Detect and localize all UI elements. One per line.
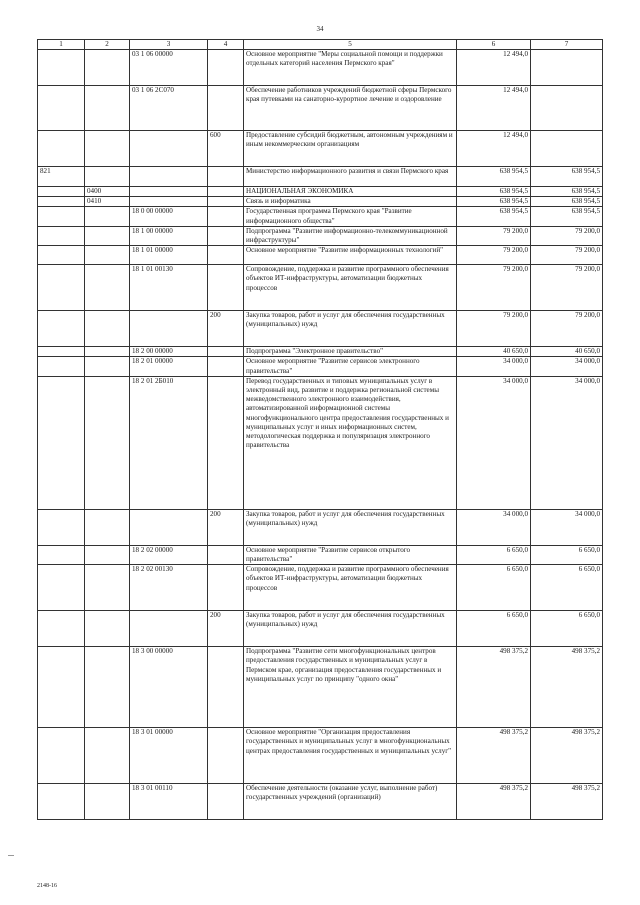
budget-row: [38, 728, 603, 784]
item-name: Закупка товаров, работ и услуг для обеспечения государственных (муниципальных) нужд: [244, 509, 457, 545]
amount-year-2: 79 200,0: [531, 265, 603, 311]
section-code: 0400: [85, 187, 130, 197]
target-article-code: 18 2 01 00000: [130, 357, 208, 376]
budget-admin-code: [38, 376, 85, 509]
amount-year-1: 34 000,0: [457, 357, 531, 376]
expense-type-code: 200: [208, 509, 244, 545]
budget-admin-code: [38, 311, 85, 347]
section-code: [85, 647, 130, 728]
expense-type-code: [208, 565, 244, 611]
item-name: Связь и информатика: [244, 197, 457, 207]
item-name: Основное мероприятие "Организация предоставления государственных и муниципальных услуг в многофункциональных центрах предоставления государственных и муниципальных услуг": [244, 728, 457, 784]
target-article-code: 18 3 00 00000: [130, 647, 208, 728]
document-code: 2148-16: [37, 883, 57, 889]
item-name: Основное мероприятие "Развитие сервисов открытого правительства": [244, 545, 457, 564]
amount-year-1: 79 200,0: [457, 311, 531, 347]
section-code: [85, 357, 130, 376]
item-name: Перевод государственных и типовых муниципальных услуг в электронный вид, развитие и поддержка региональной системы межведомственного электронного взаимодействия, автоматизированной информационной системы многофункционального центра предоставления государственных и муниципальных услуг и иных информационных систем, методологическая поддержка и популяризация электронного правительства: [244, 376, 457, 509]
column-number: 4: [208, 40, 244, 50]
expense-type-code: [208, 167, 244, 187]
amount-year-2: 498 375,2: [531, 784, 603, 820]
amount-year-1: 12 494,0: [457, 131, 531, 167]
budget-admin-code: [38, 509, 85, 545]
budget-admin-code: [38, 265, 85, 311]
amount-year-2: 638 954,5: [531, 197, 603, 207]
amount-year-2: 40 650,0: [531, 347, 603, 357]
target-article-code: 03 1 06 00000: [130, 50, 208, 86]
amount-year-1: 498 375,2: [457, 728, 531, 784]
item-name: Обеспечение деятельности (оказание услуг, выполнение работ) государственных учреждений (организаций): [244, 784, 457, 820]
section-code: [85, 545, 130, 564]
amount-year-1: 6 650,0: [457, 545, 531, 564]
expense-type-code: [208, 246, 244, 265]
amount-year-2: 638 954,5: [531, 207, 603, 226]
amount-year-2: 34 000,0: [531, 376, 603, 509]
budget-row: [38, 647, 603, 728]
section-code: [85, 131, 130, 167]
expense-type-code: [208, 187, 244, 197]
section-code: [85, 167, 130, 187]
amount-year-2: [531, 50, 603, 86]
budget-row: [38, 86, 603, 131]
budget-admin-code: [38, 226, 85, 245]
item-name: Закупка товаров, работ и услуг для обеспечения государственных (муниципальных) нужд: [244, 611, 457, 647]
column-number: 5: [244, 40, 457, 50]
expense-type-code: [208, 347, 244, 357]
amount-year-1: 34 000,0: [457, 509, 531, 545]
item-name: Сопровождение, поддержка и развитие программного обеспечения объектов ИТ-инфраструктуры, автоматизации бюджетных процессов: [244, 565, 457, 611]
amount-year-2: 34 000,0: [531, 509, 603, 545]
expense-type-code: [208, 647, 244, 728]
section-code: [85, 311, 130, 347]
section-code: [85, 611, 130, 647]
budget-row: [38, 187, 603, 197]
section-code: [85, 565, 130, 611]
item-name: Министерство информационного развития и связи Пермского края: [244, 167, 457, 187]
amount-year-1: 6 650,0: [457, 611, 531, 647]
target-article-code: 18 3 01 00110: [130, 784, 208, 820]
item-name: Закупка товаров, работ и услуг для обеспечения государственных (муниципальных) нужд: [244, 311, 457, 347]
amount-year-1: 638 954,5: [457, 167, 531, 187]
budget-row: [38, 207, 603, 226]
expense-type-code: 200: [208, 611, 244, 647]
column-number-row: [38, 40, 603, 50]
budget-admin-code: [38, 728, 85, 784]
amount-year-1: 40 650,0: [457, 347, 531, 357]
target-article-code: 18 0 00 00000: [130, 207, 208, 226]
budget-admin-code: 821: [38, 167, 85, 187]
section-code: [85, 784, 130, 820]
budget-row: [38, 545, 603, 564]
amount-year-1: 498 375,2: [457, 647, 531, 728]
amount-year-2: 34 000,0: [531, 357, 603, 376]
amount-year-2: [531, 131, 603, 167]
item-name: Подпрограмма "Развитие информационно-телекоммуникационной инфраструктуры": [244, 226, 457, 245]
budget-admin-code: [38, 187, 85, 197]
expense-type-code: [208, 728, 244, 784]
column-number: 7: [531, 40, 603, 50]
expense-type-code: [208, 545, 244, 564]
column-number: 6: [457, 40, 531, 50]
column-number: 1: [38, 40, 85, 50]
target-article-code: 18 2 00 00000: [130, 347, 208, 357]
scan-mark: [8, 855, 14, 856]
item-name: Основное мероприятие "Развитие информационных технологий": [244, 246, 457, 265]
item-name: Государственная программа Пермского края "Развитие информационного общества": [244, 207, 457, 226]
target-article-code: 18 2 02 00000: [130, 545, 208, 564]
budget-row: [38, 131, 603, 167]
budget-row: [38, 311, 603, 347]
budget-row: [38, 784, 603, 820]
budget-row: [38, 565, 603, 611]
target-article-code: [130, 167, 208, 187]
target-article-code: 03 1 06 2С070: [130, 86, 208, 131]
amount-year-1: 12 494,0: [457, 86, 531, 131]
section-code: [85, 376, 130, 509]
budget-admin-code: [38, 246, 85, 265]
amount-year-2: 6 650,0: [531, 565, 603, 611]
budget-admin-code: [38, 784, 85, 820]
expense-type-code: 200: [208, 311, 244, 347]
amount-year-2: 6 650,0: [531, 611, 603, 647]
section-code: [85, 728, 130, 784]
budget-row: [38, 265, 603, 311]
budget-row: [38, 357, 603, 376]
budget-row: [38, 509, 603, 545]
expense-type-code: [208, 226, 244, 245]
amount-year-1: 638 954,5: [457, 197, 531, 207]
expense-type-code: [208, 50, 244, 86]
amount-year-2: 638 954,5: [531, 187, 603, 197]
amount-year-1: 6 650,0: [457, 565, 531, 611]
section-code: [85, 86, 130, 131]
target-article-code: [130, 131, 208, 167]
column-number: 2: [85, 40, 130, 50]
section-code: [85, 226, 130, 245]
target-article-code: [130, 509, 208, 545]
budget-admin-code: [38, 86, 85, 131]
expense-type-code: [208, 376, 244, 509]
target-article-code: [130, 197, 208, 207]
target-article-code: [130, 611, 208, 647]
amount-year-1: 79 200,0: [457, 226, 531, 245]
amount-year-1: 79 200,0: [457, 246, 531, 265]
item-name: Подпрограмма "Развитие сети многофункциональных центров предоставления государственных и муниципальных услуг в Пермском крае, организация предоставления государственных и муниципальных услуг по принципу "одного окна": [244, 647, 457, 728]
budget-row: [38, 347, 603, 357]
expense-type-code: [208, 207, 244, 226]
item-name: Сопровождение, поддержка и развитие программного обеспечения объектов ИТ-инфраструктуры, автоматизации бюджетных процессов: [244, 265, 457, 311]
section-code: [85, 207, 130, 226]
amount-year-1: 638 954,5: [457, 187, 531, 197]
column-number: 3: [130, 40, 208, 50]
budget-admin-code: [38, 207, 85, 226]
amount-year-2: 498 375,2: [531, 728, 603, 784]
amount-year-1: 638 954,5: [457, 207, 531, 226]
budget-admin-code: [38, 611, 85, 647]
section-code: [85, 509, 130, 545]
budget-admin-code: [38, 647, 85, 728]
item-name: НАЦИОНАЛЬНАЯ ЭКОНОМИКА: [244, 187, 457, 197]
expense-type-code: [208, 357, 244, 376]
amount-year-1: 79 200,0: [457, 265, 531, 311]
budget-admin-code: [38, 50, 85, 86]
amount-year-2: 79 200,0: [531, 246, 603, 265]
target-article-code: [130, 187, 208, 197]
budget-row: [38, 226, 603, 245]
target-article-code: 18 2 01 2Б010: [130, 376, 208, 509]
budget-row: [38, 246, 603, 265]
expense-type-code: [208, 784, 244, 820]
target-article-code: 18 3 01 00000: [130, 728, 208, 784]
expense-type-code: [208, 197, 244, 207]
target-article-code: 18 1 00 00000: [130, 226, 208, 245]
amount-year-1: 34 000,0: [457, 376, 531, 509]
item-name: Подпрограмма "Электронное правительство": [244, 347, 457, 357]
section-code: 0410: [85, 197, 130, 207]
section-code: [85, 347, 130, 357]
target-article-code: 18 1 01 00000: [130, 246, 208, 265]
budget-table: [37, 39, 603, 820]
amount-year-2: 6 650,0: [531, 545, 603, 564]
amount-year-1: 12 494,0: [457, 50, 531, 86]
item-name: Обеспечение работников учреждений бюджетной сферы Пермского края путевками на санаторно-курортное лечение и оздоровление: [244, 86, 457, 131]
budget-row: [38, 611, 603, 647]
budget-admin-code: [38, 565, 85, 611]
section-code: [85, 246, 130, 265]
target-article-code: 18 2 02 00130: [130, 565, 208, 611]
budget-row: [38, 167, 603, 187]
budget-admin-code: [38, 347, 85, 357]
budget-admin-code: [38, 545, 85, 564]
section-code: [85, 50, 130, 86]
amount-year-2: 498 375,2: [531, 647, 603, 728]
item-name: Предоставление субсидий бюджетным, автономным учреждениям и иным некоммерческим организациям: [244, 131, 457, 167]
amount-year-2: [531, 86, 603, 131]
amount-year-1: 498 375,2: [457, 784, 531, 820]
amount-year-2: 79 200,0: [531, 311, 603, 347]
budget-admin-code: [38, 131, 85, 167]
section-code: [85, 265, 130, 311]
budget-admin-code: [38, 357, 85, 376]
target-article-code: 18 1 01 00130: [130, 265, 208, 311]
target-article-code: [130, 311, 208, 347]
expense-type-code: [208, 265, 244, 311]
expense-type-code: 600: [208, 131, 244, 167]
item-name: Основное мероприятие "Развитие сервисов электронного правительства": [244, 357, 457, 376]
budget-row: [38, 376, 603, 509]
budget-row: [38, 50, 603, 86]
item-name: Основное мероприятие "Меры социальной помощи и поддержки отдельных категорий населения Пермского края": [244, 50, 457, 86]
amount-year-2: 79 200,0: [531, 226, 603, 245]
expense-type-code: [208, 86, 244, 131]
amount-year-2: 638 954,5: [531, 167, 603, 187]
budget-row: [38, 197, 603, 207]
budget-admin-code: [38, 197, 85, 207]
page-number: 34: [316, 25, 324, 33]
